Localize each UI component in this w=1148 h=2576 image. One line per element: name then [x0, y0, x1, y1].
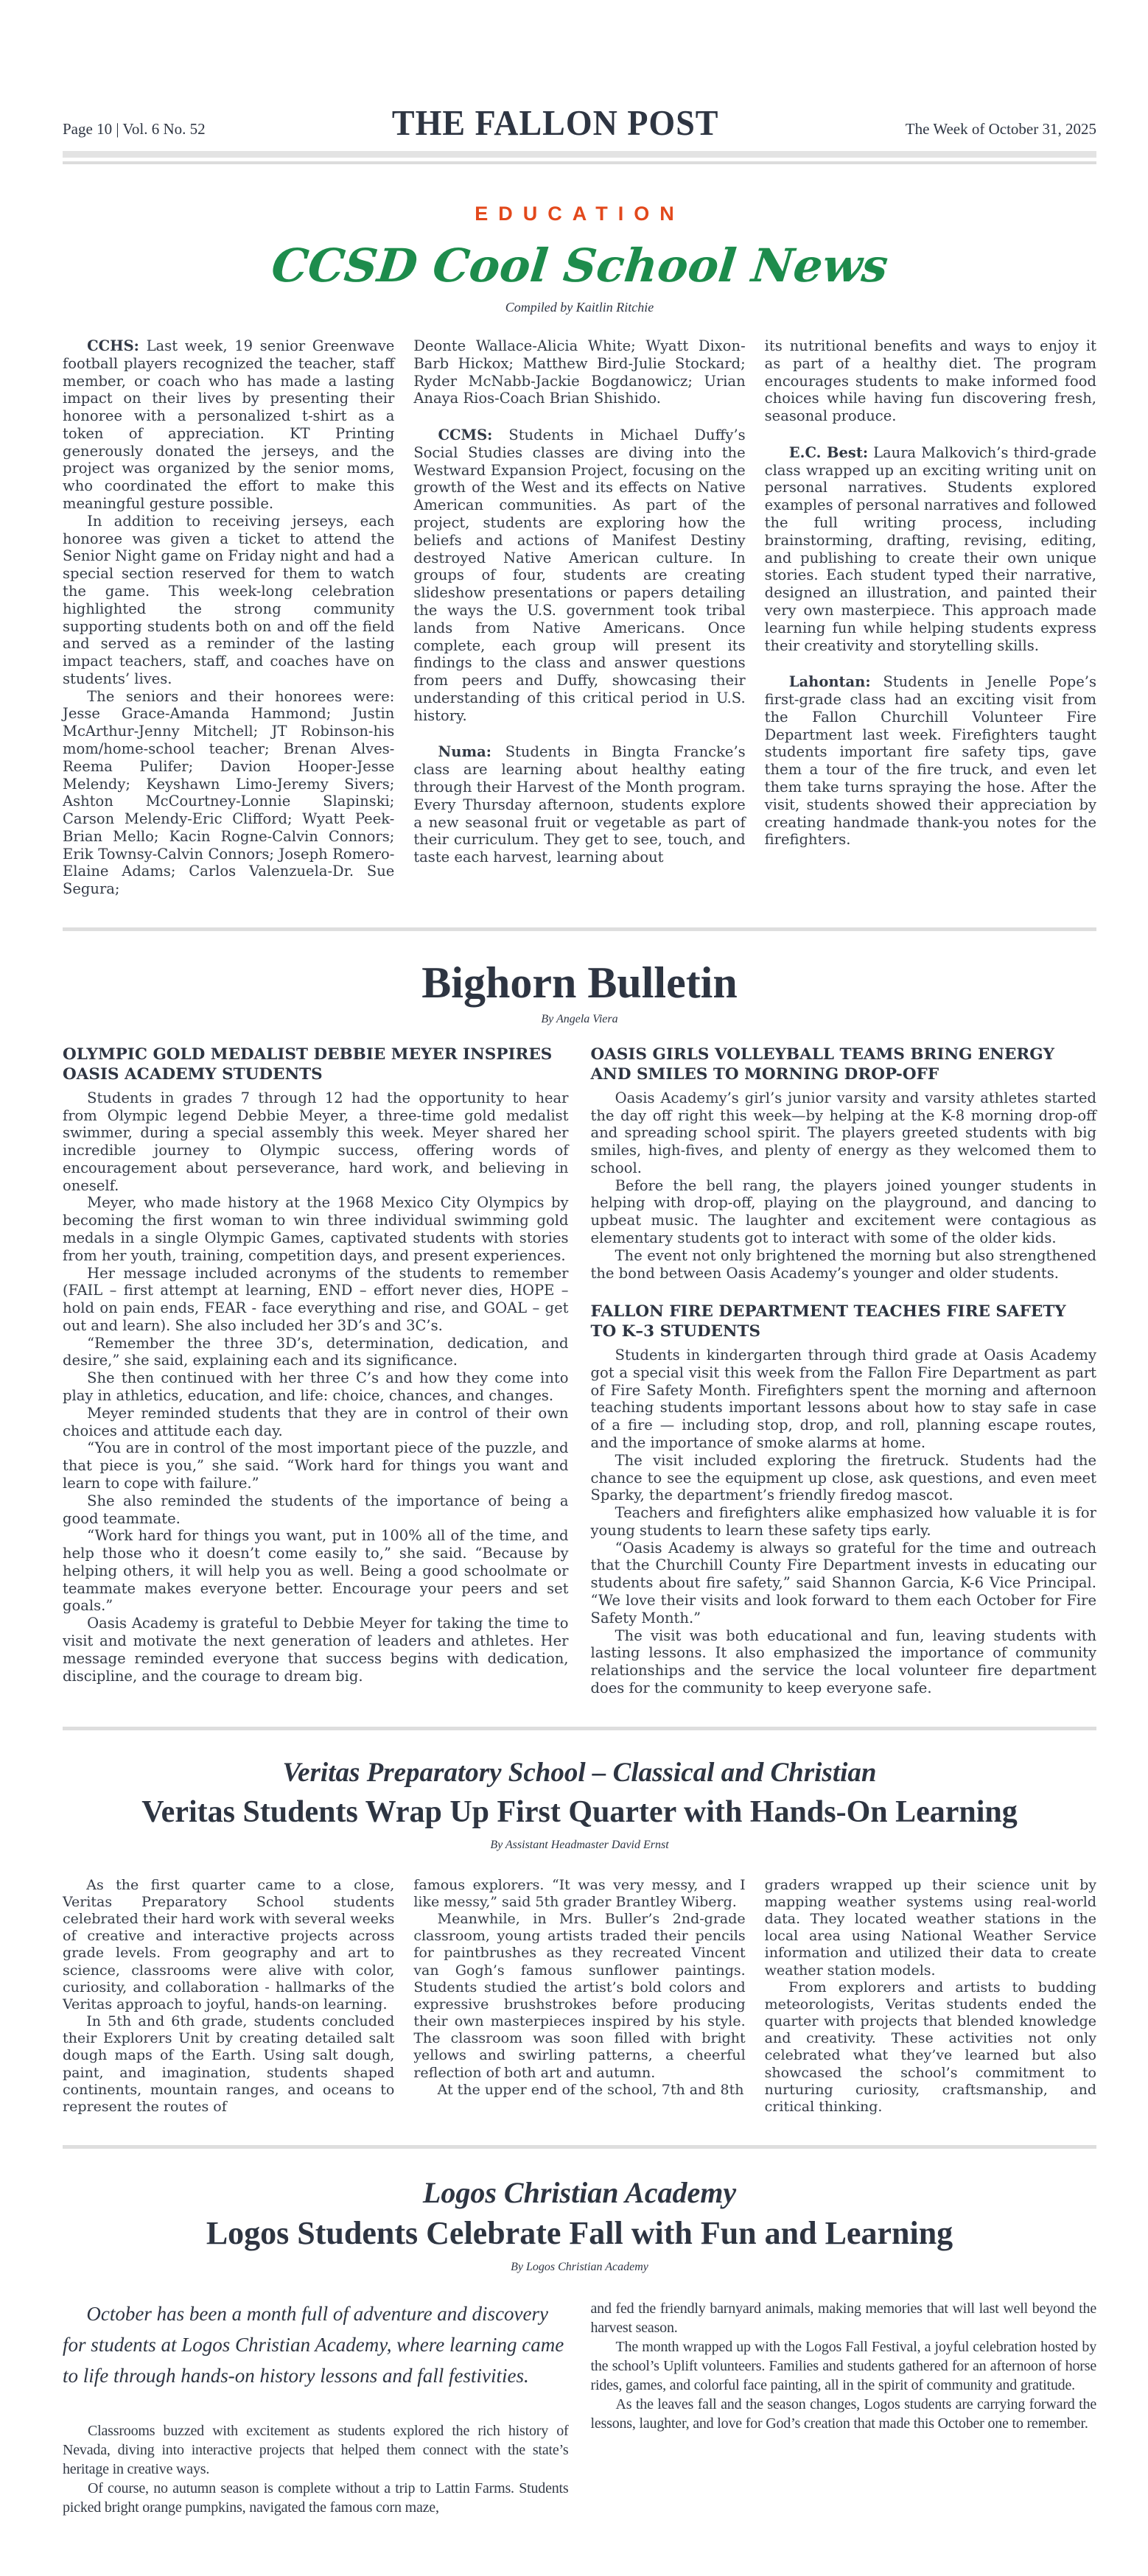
paragraph: and fed the friendly barnyard animals, making memories that will last well beyond the harvest season. [590, 2300, 1096, 2337]
bighorn-column-right [591, 1045, 1097, 1697]
paragraph: As the leaves fall and the season changes, Logos students are carrying forward the lessons, laughter, and love for God’s creation that made this October one to remember. [590, 2396, 1096, 2432]
paragraph: Meyer reminded students that they are in control of their own choices and attitude each day. [63, 1404, 569, 1439]
paragraph-text: Students in Michael Duffy’s Social Studies classes are diving into the Westward Expansion Project, focusing on the growth of the West and its effects on Native American communities. As part of the project, students are exploring how the beliefs and actions of Manifest Destiny destroyed Native American culture. In groups of four, students are creating slideshow presentations or papers detailing the ways the U.S. government took tribal lands from Native Americans. Once complete, each group will present its findings to the class and answer questions from peers and Duffy, showcasing their understanding of this critical period in U.S. history. [413, 427, 746, 724]
paragraph [63, 337, 394, 513]
week-info: The Week of October 31, 2025 [905, 120, 1096, 138]
paragraph-lead: E.C. Best: [788, 443, 869, 461]
bighorn-column-left [63, 1045, 569, 1697]
paragraph: famous explorers. “It was very messy, and I like messy,” said 5th grader Brantley Wiberg. [413, 1876, 746, 1910]
section-divider [63, 2145, 1096, 2149]
article-heading: OLYMPIC GOLD MEDALIST DEBBIE MEYER INSPIRES OASIS ACADEMY STUDENTS [63, 1045, 553, 1084]
header-rule-thick [63, 151, 1096, 158]
paragraph: The seniors and their honorees were: Jesse Grace-Amanda Hammond; Justin McArthur-Jenny Mitchell; JT Robinson-his mom/home-school teacher; Brenan Alves-Reema Pulifer; Davion Hooper-Jesse Melendy; Keyshawn Limo-Jeremy Sivers; Ashton McCourtney-Lonnie Slapinski; Carson Melendy-Eric Clifford; Wyatt Peek-Brian Mello; Kacin Rogne-Calvin Connors; Erik Townsy-Calvin Connors; Joseph Romero-Elaine Adams; Carlos Valenzuela-Dr. Sue Segura; [63, 687, 395, 898]
paragraph-lead: Numa: [438, 743, 491, 761]
masthead: THE FALLON POST [391, 102, 719, 143]
section-bighorn-bulletin [63, 958, 1096, 1697]
paragraph [413, 427, 745, 724]
article-heading: FALLON FIRE DEPARTMENT TEACHES FIRE SAFETY TO K–3 STUDENTS [590, 1302, 1066, 1341]
paragraph-lead: CCMS: [438, 427, 493, 444]
veritas-column-2 [413, 1877, 745, 2116]
paragraph: Her message included acronyms of the students to remember (FAIL – first attempt at learning, END – effort never dies, HOPE – hold on pain ends, FEAR - face everything and rise, and GOAL – get out and learn). She also included her 3D’s and 3C’s. [63, 1264, 569, 1334]
paragraph: From explorers and artists to budding meteorologists, Veritas students ended the quarter with projects that blended knowledge and creativity. These activities not only celebrated what they’ve learned but also showcased the school’s commitment to nurturing curiosity, craftsmanship, and critical thinking. [764, 1979, 1096, 2115]
section-veritas [63, 1757, 1096, 2116]
paragraph-text: Last week, 19 senior Greenwave football players recognized the teacher, staff member, or coach who has made a lasting impact on their lives by presenting their honoree with a personalized t-shirt as a token of appreciation. KT Printing generously donated the jerseys, and the project was organized by the senior moms, who coordinated the effort to make this meaningful gesture possible. [63, 337, 395, 513]
paragraph: its nutritional benefits and ways to enjoy it as part of a healthy diet. The program encourages students to make informed food choices while having fun discovering fresh, seasonal produce. [764, 337, 1096, 425]
paragraph: The event not only brightened the morning but also strengthened the bond between Oasis Academy’s younger and older students. [590, 1246, 1096, 1282]
bighorn-article-volleyball [591, 1045, 1097, 1282]
paragraph-text: Laura Malkovich’s third-grade class wrapped up an exciting writing unit on personal narratives. Students explored examples of personal narratives and followed the full writing process, including brainstorming, drafting, revising, editing, and publishing to create their own unique stories. Each student typed their narrative, designed an illustration, and painted their very own masterpiece. This approach made learning fun while helping students express their creativity and storytelling skills. [764, 443, 1096, 654]
paragraph: The month wrapped up with the Logos Fall Festival, a joyful celebration hosted by the school’s Uplift volunteers. Families and students gathered for an afternoon of horse rides, games, and colorful face painting, all in the spirit of community and gratitude. [590, 2339, 1096, 2394]
veritas-byline: By Assistant Headmaster David Ernst [490, 1838, 669, 1851]
paragraph-text: Students in Jenelle Pope’s first-grade class had an exciting visit from the Fallon Churchill Volunteer Fire Department last week. Firefighters taught students important fire safety tips, gave them a tour of the fire truck, and even let them take turns spraying the hose. After the visit, students showed their appreciation by creating handmade thank-you notes for the firefighters. [764, 673, 1096, 849]
paragraph: “Remember the three 3D’s, determination, dedication, and desire,” she said, explaining each and its significance. [63, 1334, 569, 1369]
paragraph: The visit was both educational and fun, leaving students with lasting lessons. It also emphasized the importance of community relationships and the service the local volunteer fire department does for the community to keep everyone safe. [590, 1626, 1096, 1696]
veritas-headline: Veritas Students Wrap Up First Quarter with Hands-On Learning [141, 1794, 1018, 1829]
page-info: Page 10 | Vol. 6 No. 52 [63, 120, 206, 138]
ccsd-section-title: CCSD Cool School News [268, 239, 891, 292]
paragraph: Students in kindergarten through third grade at Oasis Academy got a special visit this week from the Fallon Fire Department as part of Fire Safety Month. Firefighters spent the morning and afternoon teaching students important lessons about how to stay safe in case of a fire — including stop, drop, and roll, planning escape routes, and the importance of smoke alarms at home. [590, 1347, 1096, 1451]
bighorn-byline: By Angela Viera [541, 1013, 618, 1025]
paragraph: Deonte Wallace-Alicia White; Wyatt Dixon-Barb Hickox; Matthew Bird-Julie Stockard; Ryder McNabb-Jackie Bogdanowicz; Urian Anaya Rios-Coach Brian Shishido. [413, 337, 746, 407]
paragraph: In 5th and 6th grade, students concluded their Explorers Unit by creating detailed salt dough maps of the Earth. Using salt dough, paint, and imagination, students shaped continents, mountain ranges, and oceans to represent the routes of [63, 2013, 395, 2115]
paragraph: Classrooms buzzed with excitement as students explored the rich history of Nevada, diving into interactive projects that helped them connect with the state’s heritage in creative ways. [63, 2422, 569, 2477]
logos-column-left [63, 2299, 569, 2517]
bighorn-columns [63, 1045, 1096, 1697]
paragraph: Meyer, who made history at the 1968 Mexico City Olympics by becoming the first woman to win three individual swimming gold medals in a single Olympic Games, captivated students with stories from her youth, training, competition days, and present experiences. [63, 1194, 569, 1264]
logos-headline: Logos Students Celebrate Fall with Fun and Learning [206, 2215, 953, 2252]
paragraph: Before the bell rang, the players joined younger students in helping with drop-off, playing on the playground, and dancing to upbeat music. The laughter and excitement were contagious as elementary students got to interact with some of the older kids. [590, 1176, 1096, 1246]
logos-intro: October has been a month full of adventure and discovery for students at Logos Christian Academy, where learning came to life through hands-on history lessons and fall festivities. [63, 2303, 564, 2387]
paragraph [765, 444, 1096, 654]
section-ccsd-news [63, 203, 1096, 898]
section-divider [63, 927, 1096, 931]
paragraph [413, 743, 745, 866]
page-header [63, 103, 1096, 142]
education-kicker: EDUCATION [475, 203, 685, 225]
paragraph: Of course, no autumn season is complete without a trip to Lattin Farms. Students picked bright orange pumpkins, navigated the famous corn maze, [63, 2480, 569, 2516]
section-logos [63, 2175, 1096, 2517]
paragraph: Teachers and firefighters alike emphasized how valuable it is for young students to learn these safety tips early. [590, 1504, 1096, 1539]
logos-byline: By Logos Christian Academy [511, 2261, 648, 2274]
paragraph: Oasis Academy’s girl’s junior varsity and varsity athletes started the day off right this week—by helping at the K-8 morning drop-off and spreading school spirit. The players greeted students with big smiles, high-fives, and plenty of energy as they welcomed them to school. [590, 1089, 1096, 1176]
veritas-column-1 [63, 1877, 394, 2116]
paragraph-lead: CCHS: [87, 337, 139, 354]
section-divider [63, 1727, 1096, 1730]
header-rule-thin [63, 161, 1096, 164]
article-heading: OASIS GIRLS VOLLEYBALL TEAMS BRING ENERGY AND SMILES TO MORNING DROP-OFF [590, 1045, 1054, 1084]
paragraph: She then continued with her three C’s and how they come into play in athletics, education, and life: choice, chances, and changes. [63, 1369, 569, 1405]
paragraph [765, 673, 1096, 849]
paragraph: As the first quarter came to a close, Veritas Preparatory School students celebrated their hard work with several weeks of creative and interactive projects across grade levels. From geography and art to science, classrooms were alive with color, curiosity, and collaboration - hallmarks of the Veritas approach to joyful, hands-on learning. [63, 1876, 395, 2012]
paragraph: “You are in control of the most important piece of the puzzle, and that piece is you,” she said. “Work hard for things you want and learn to cope with failure.” [63, 1439, 569, 1492]
paragraph-lead: Lahontan: [788, 673, 871, 691]
bighorn-article-fire-safety [591, 1302, 1097, 1696]
paragraph: At the upper end of the school, 7th and 8th [437, 2081, 744, 2098]
ccsd-column-3 [765, 337, 1096, 898]
ccsd-column-2 [413, 337, 745, 898]
paragraph: Students in grades 7 through 12 had the opportunity to hear from Olympic legend Debbie Meyer, a three-time gold medalist swimmer, during a special assembly this week. Meyer shared her incredible journey to Olympic success, offering words of encouragement about perseverance, hard work, and believing in oneself. [63, 1089, 569, 1194]
ccsd-column-1 [63, 337, 394, 898]
paragraph: The visit included exploring the firetruck. Students had the chance to see the equipment up close, ask questions, and even meet Sparky, the department’s friendly firedog mascot. [590, 1451, 1096, 1504]
paragraph: Oasis Academy is grateful to Debbie Meyer for taking the time to visit and motivate the next generation of leaders and athletes. Her message reminded everyone that success begins with dedication, discipline, and the courage to dream big. [63, 1615, 569, 1685]
paragraph-text: Students in Bingta Francke’s class are learning about healthy eating through their Harvest of the Month program. Every Thursday afternoon, students explore a new seasonal fruit or vegetable as part of their curriculum. They get to see, touch, and taste each harvest, learning about [413, 743, 746, 866]
logos-column-right [591, 2299, 1097, 2517]
paragraph: She also reminded the students of the importance of being a good teammate. [63, 1492, 569, 1527]
veritas-column-3 [765, 1877, 1096, 2116]
bighorn-title: Bighorn Bulletin [421, 958, 738, 1007]
veritas-columns [63, 1877, 1096, 2116]
veritas-kicker: Veritas Preparatory School – Classical and Christian [282, 1757, 877, 1788]
ccsd-byline: Compiled by Kaitlin Ritchie [505, 300, 654, 315]
paragraph: In addition to receiving jerseys, each honoree was given a ticket to attend the Senior Night game on Friday night and had a special section reserved for them to watch the game. This week-long celebration highlighted the strong community supporting students both on and off the field and served as a reminder of the lasting impact teachers, staff, and coaches have on students’ lives. [63, 512, 395, 687]
paragraph: Meanwhile, in Mrs. Buller’s 2nd-grade classroom, young artists traded their pencils for paintbrushes as they recreated Vincent van Gogh’s famous sunflower paintings. Students studied the artist’s bold colors and expressive brushstrokes before producing their own masterpieces inspired by his style. The classroom was soon filled with bright yellows and swirling patterns, a cheerful reflection of both art and autumn. [413, 1911, 746, 2081]
ccsd-columns [63, 337, 1096, 898]
paragraph: “Oasis Academy is always so grateful for the time and outreach that the Churchill County Fire Department invests in educating our students about fire safety,” said Shannon Garcia, K-6 Vice Principal. “We love their visits and look forward to them each October for Fire Safety Month.” [590, 1539, 1096, 1626]
logos-kicker: Logos Christian Academy [422, 2176, 737, 2210]
paragraph: graders wrapped up their science unit by mapping weather systems using real-world data. They located weather stations in the local area using National Weather Service information and utilized their data to create weather station models. [764, 1876, 1096, 1979]
paragraph: “Work hard for things you want, put in 100% all of the time, and help those who it doesn’t come easily to,” she said. “Because by helping others, it will help you as well. Being a good schoolmate or teammate makes everyone better. Encourage your peers and set goals.” [63, 1527, 569, 1615]
logos-columns [63, 2299, 1096, 2517]
